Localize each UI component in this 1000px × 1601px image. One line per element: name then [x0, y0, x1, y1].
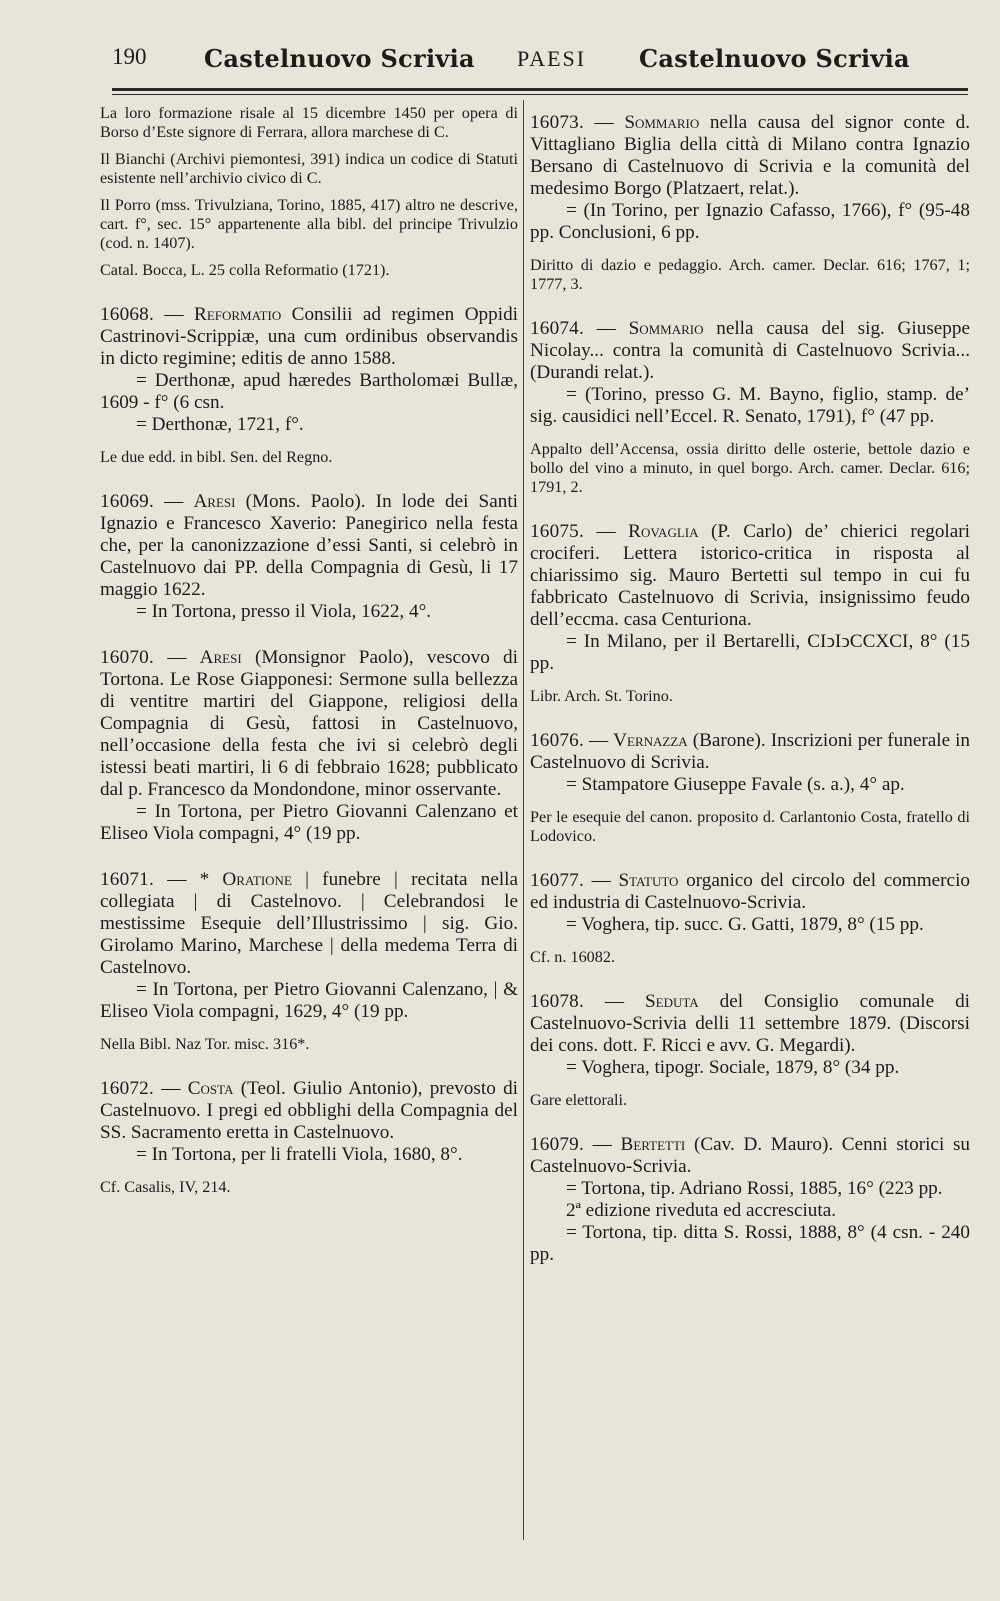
entry-number: 16071. [100, 869, 154, 890]
entry-16073: 16073. — Sommario nella causa del signor conte d. Vittagliano Biglia della città di Milano contra Ignazio Bersano di Castelnuovo di Scrivia e la comunità del medesimo Borgo (Platzaert, relat.). [530, 112, 970, 199]
entry-text: del Consiglio comunale di Castelnuovo-Scrivia delli 11 settembre 1879. (Discorsi dei cons. dott. F. Ricci e avv. G. Megardi). [530, 991, 971, 1056]
entry-number: 16069. [100, 491, 154, 512]
entry-imprint: = In Tortona, presso il Viola, 1622, 4°. [136, 601, 432, 622]
entry-number: 16068. [100, 304, 154, 325]
note-text: La loro formazione risale al 15 dicembre 1450 per opera di Borso d’Este signore di Ferrara, allora marchese di C. [100, 104, 518, 141]
header-left-title: Castelnuovo Scrivia [204, 44, 475, 73]
entry-note: Libr. Arch. St. Torino. [530, 687, 673, 705]
header-right-title: Castelnuovo Scrivia [639, 44, 910, 73]
entry-16076: 16076. — Vernazza (Barone). Inscrizioni per funerale in Castelnuovo di Scrivia. [530, 730, 971, 773]
entry-number: 16078. [530, 991, 584, 1012]
header-rule-thick [112, 88, 968, 91]
entry-author: Reformatio [194, 304, 282, 325]
entry-note: Gare elettorali. [530, 1091, 628, 1109]
entry-number: 16075. [530, 521, 584, 542]
entry-author: Vernazza [613, 730, 688, 751]
entry-number: 16077. [530, 870, 584, 891]
note-text: Il Bianchi (Archivi piemontesi, 391) indica un codice di Statuti esistente nell’archivio civico di C. [100, 150, 518, 187]
page-number: 190 [112, 44, 147, 69]
entry-imprint: = Tortona, tip. Adriano Rossi, 1885, 16° (223 pp. [566, 1178, 943, 1199]
entry-text: Consilii ad regimen Oppidi Castrinovi-Scrippiæ, una cum ordinibus observandis in dicto regimine; editis de anno 1588. [100, 304, 518, 369]
entry-text: | funebre | recitata nella collegiata | di Castelnovo. | Celebrandosi le mestissime Esequie dell’Illustrissimo | sig. Gio. Girolamo Marino, Marchese | della medema Terra di Castelnovo. [100, 869, 519, 978]
entry-16079: 16079. — Bertetti (Cav. D. Mauro). Cenni storici su Castelnuovo-Scrivia. [530, 1134, 971, 1177]
entry-imprint: = In Tortona, per li fratelli Viola, 1680, 8°. [136, 1144, 463, 1165]
entry-number: 16073. [530, 112, 584, 133]
entry-16070: 16070. — Aresi (Monsignor Paolo), vescovo di Tortona. Le Rose Giapponesi: Sermone sulla bellezza di ventitre martiri del Giappone, religiosi della Compagnia di Gesù, fattosi in Castelnuovo, nell’occasione della festa che ivi si celebrò degli istessi beati martiri, li 6 di febbraio 1628; pubblicato dal p. Francesco da Mondondone, minor osservante. [100, 647, 518, 800]
entry-imprint: = Voghera, tip. succ. G. Gatti, 1879, 8° (15 pp. [566, 914, 924, 935]
entry-16075: 16075. — Rovaglia (P. Carlo) de’ chierici regolari crociferi. Lettera istorico-critica in risposta al chiarissimo sig. Mauro Bertetti sul tempo in cui fu fabbricato Castelnuovo di Scrivia, insignissimo feudo dell’eccma. casa Centuriona. [530, 521, 970, 630]
entry-note: Diritto di dazio e pedaggio. Arch. camer. Declar. 616; 1767, 1; 1777, 3. [530, 256, 970, 293]
entry-text: organico del circolo del commercio ed industria di Castelnuovo-Scrivia. [530, 870, 971, 913]
entry-author: Rovaglia [628, 521, 699, 542]
entry-16078: 16078. — Seduta del Consiglio comunale di Castelnuovo-Scrivia delli 11 settembre 1879. (Discorsi dei cons. dott. F. Ricci e avv. G. Megardi). [530, 991, 971, 1056]
entry-imprint: = In Tortona, per Pietro Giovanni Calenzano, | & Eliseo Viola compagni, 1629, 4° (19 pp. [100, 979, 518, 1022]
entry-imprint: = Stampatore Giuseppe Favale (s. a.), 4° ap. [566, 774, 905, 795]
note-text: Catal. Bocca, L. 25 colla Reformatio (1721). [100, 261, 390, 279]
entry-text: (Cav. D. Mauro). Cenni storici su Castelnuovo-Scrivia. [530, 1134, 971, 1177]
entry-note: Cf. n. 16082. [530, 948, 615, 966]
note-text: Il Porro (mss. Trivulziana, Torino, 1885, 417) altro ne descrive, cart. f°, sec. 15° appartenente alla bibl. del principe Trivulzio (cod. n. 1407). [100, 196, 518, 252]
entry-author: Aresi [199, 647, 242, 668]
entry-16074: 16074. — Sommario nella causa del sig. Giuseppe Nicolay... contra la comunità di Castelnuovo Scrivia... (Durandi relat.). [530, 318, 971, 383]
entry-16068: 16068. — Reformatio Consilii ad regimen Oppidi Castrinovi-Scrippiæ, una cum ordinibus observandis in dicto regimine; editis de anno 1588. [100, 304, 518, 369]
running-header [112, 38, 912, 78]
entry-text: (Mons. Paolo). In lode dei Santi Ignazio e Francesco Xaverio: Panegirico nella festa che, per la canonizzazione d’essi Santi, si celebrò in Castelnuovo dai PP. della Compagnia di Gesù, li 17 maggio 1622. [100, 491, 518, 600]
entry-note: Cf. Casalis, IV, 214. [100, 1178, 231, 1196]
entry-text: (Teol. Giulio Antonio), prevosto di Castelnuovo. I pregi ed obblighi della Compagnia del SS. Sacramento eretta in Castelnuovo. [100, 1078, 519, 1143]
entry-author: Bertetti [620, 1134, 686, 1155]
entry-text: (Monsignor Paolo), vescovo di Tortona. Le Rose Giapponesi: Sermone sulla bellezza di ventitre martiri del Giappone, religiosi della Compagnia di Gesù, fattosi in Castelnuovo, nell’occasione della festa che ivi si celebrò degli istessi beati martiri, li 6 di febbraio 1628; pubblicato dal p. Francesco da Mondondone, minor osservante. [100, 647, 518, 800]
entry-imprint: = Derthonæ, apud hæredes Bartholomæi Bullæ, 1609 - f° (6 csn. [100, 370, 518, 413]
entry-16072: 16072. — Costa (Teol. Giulio Antonio), prevosto di Castelnuovo. I pregi ed obblighi della Compagnia del SS. Sacramento eretta in Castelnuovo. [100, 1078, 519, 1143]
entry-16071: 16071. — * Oratione | funebre | recitata nella collegiata | di Castelnovo. | Celebrandosi le mestissime Esequie dell’Illustrissimo | sig. Gio. Girolamo Marino, Marchese | della medema Terra di Castelnovo. [100, 869, 519, 978]
left-column [100, 104, 518, 1197]
entry-number: 16072. [100, 1078, 154, 1099]
right-column [530, 112, 970, 1266]
entry-imprint: = Voghera, tipogr. Sociale, 1879, 8° (34 pp. [566, 1057, 900, 1078]
entry-imprint: 2ª edizione riveduta ed accresciuta. [566, 1200, 837, 1221]
entry-imprint: = (Torino, presso G. M. Bayno, figlio, stamp. de’ sig. causidici nell’Eccel. R. Senato, 1791), f° (47 pp. [530, 384, 970, 427]
entry-imprint: = In Milano, per il Bertarelli, CIↄIↄCCXCI, 8° (15 pp. [530, 631, 970, 674]
entry-text: (Barone). Inscrizioni per funerale in Castelnuovo di Scrivia. [530, 730, 971, 773]
entry-note: Per le esequie del canon. proposito d. Carlantonio Costa, fratello di Lodovico. [530, 808, 970, 845]
entry-16077: 16077. — Statuto organico del circolo del commercio ed industria di Castelnuovo-Scrivia. [530, 870, 971, 913]
header-rule-thin [112, 94, 968, 95]
entry-number: 16074. [530, 318, 584, 339]
entry-author: Aresi [193, 491, 236, 512]
entry-text: (P. Carlo) de’ chierici regolari crociferi. Lettera istorico-critica in risposta al chiarissimo sig. Mauro Bertetti sul tempo in cui fu fabbricato Castelnuovo di Scrivia, insignissimo feudo dell’eccma. casa Centuriona. [530, 521, 970, 630]
entry-16069: 16069. — Aresi (Mons. Paolo). In lode dei Santi Ignazio e Francesco Xaverio: Panegirico nella festa che, per la canonizzazione d’essi Santi, si celebrò in Castelnuovo dai PP. della Compagnia di Gesù, li 17 maggio 1622. [100, 491, 518, 600]
entry-imprint: = (In Torino, per Ignazio Cafasso, 1766), f° (95-48 pp. Conclusioni, 6 pp. [530, 200, 970, 243]
entry-note: Appalto dell’Accensa, ossia diritto delle osterie, bettole dazio e bollo del vino a minuto, in quel borgo. Arch. camer. Declar. 616; 1791, 2. [530, 440, 970, 496]
entry-author: * Oratione [199, 869, 292, 890]
entry-imprint: = Tortona, tip. ditta S. Rossi, 1888, 8° (4 csn. - 240 pp. [530, 1222, 970, 1265]
entry-author: Seduta [645, 991, 699, 1012]
entry-author: Sommario [628, 318, 704, 339]
entry-imprint: = Derthonæ, 1721, f°. [136, 414, 304, 435]
column-divider [523, 100, 524, 1540]
header-section: PAESI [517, 46, 587, 71]
entry-author: Statuto [618, 870, 679, 891]
entry-number: 16076. [530, 730, 584, 751]
entry-text: nella causa del sig. Giuseppe Nicolay... contra la comunità di Castelnuovo Scrivia... (Durandi relat.). [530, 318, 971, 383]
entry-imprint: = In Tortona, per Pietro Giovanni Calenzano et Eliseo Viola compagni, 4° (19 pp. [100, 801, 518, 844]
entry-author: Sommario [624, 112, 700, 133]
entry-number: 16079. [530, 1134, 584, 1155]
entry-number: 16070. [100, 647, 154, 668]
entry-author: Costa [187, 1078, 234, 1099]
entry-text: nella causa del signor conte d. Vittagliano Biglia della città di Milano contra Ignazio Bersano di Castelnuovo di Scrivia e la comunità del medesimo Borgo (Platzaert, relat.). [530, 112, 970, 199]
entry-note: Le due edd. in bibl. Sen. del Regno. [100, 448, 333, 466]
entry-note: Nella Bibl. Naz Tor. misc. 316*. [100, 1035, 310, 1053]
